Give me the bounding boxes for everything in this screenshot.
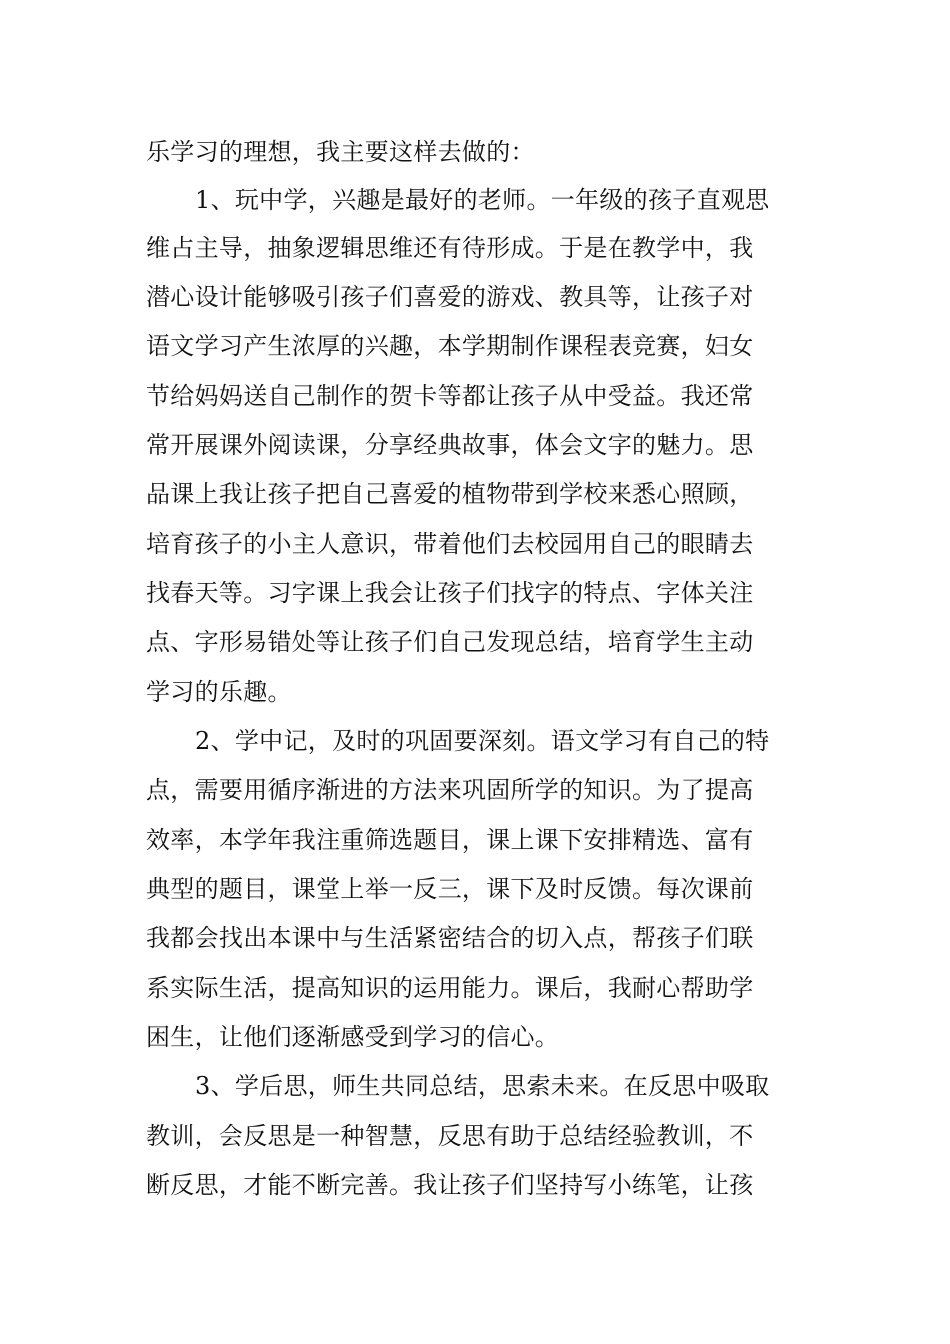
text-line: 乐学习的理想，我主要这样去做的： <box>146 138 535 166</box>
text-line: 我都会找出本课中与生活紧密结合的切入点，帮孩子们联 <box>146 924 754 952</box>
text-line: 维占主导，抽象逻辑思维还有待形成。于是在教学中，我 <box>146 234 754 262</box>
text-line: 效率，本学年我注重筛选题目，课上课下安排精选、富有 <box>146 826 754 854</box>
text-line: 品课上我让孩子把自己喜爱的植物带到学校来悉心照顾， <box>146 480 754 508</box>
text-line: 2、学中记，及时的巩固要深刻。语文学习有自己的特 <box>195 727 770 755</box>
text-line: 系实际生活，提高知识的运用能力。课后，我耐心帮助学 <box>146 974 754 1002</box>
text-line: 3、学后思，师生共同总结，思索未来。在反思中吸取 <box>195 1072 770 1100</box>
text-line: 培育孩子的小主人意识，带着他们去校园用自己的眼睛去 <box>146 530 754 558</box>
text-line: 潜心设计能够吸引孩子们喜爱的游戏、教具等，让孩子对 <box>146 283 754 311</box>
text-line: 典型的题目，课堂上举一反三，课下及时反馈。每次课前 <box>146 875 754 903</box>
text-line: 语文学习产生浓厚的兴趣，本学期制作课程表竞赛，妇女 <box>146 332 754 360</box>
text-line: 找春天等。习字课上我会让孩子们找字的特点、字体关注 <box>146 579 754 607</box>
text-line: 断反思，才能不断完善。我让孩子们坚持写小练笔，让孩 <box>146 1171 754 1199</box>
text-line: 点，需要用循序渐进的方法来巩固所学的知识。为了提高 <box>146 776 754 804</box>
text-line: 1、玩中学，兴趣是最好的老师。一年级的孩子直观思 <box>195 186 770 214</box>
text-line: 点、字形易错处等让孩子们自己发现总结，培育学生主动 <box>146 628 754 656</box>
text-line: 困生，让他们逐渐感受到学习的信心。 <box>146 1023 560 1051</box>
text-line: 学习的乐趣。 <box>146 678 292 706</box>
text-line: 教训，会反思是一种智慧，反思有助于总结经验教训，不 <box>146 1122 754 1150</box>
text-line: 节给妈妈送自己制作的贺卡等都让孩子从中受益。我还常 <box>146 382 754 410</box>
text-line: 常开展课外阅读课，分享经典故事，体会文字的魅力。思 <box>146 431 754 459</box>
